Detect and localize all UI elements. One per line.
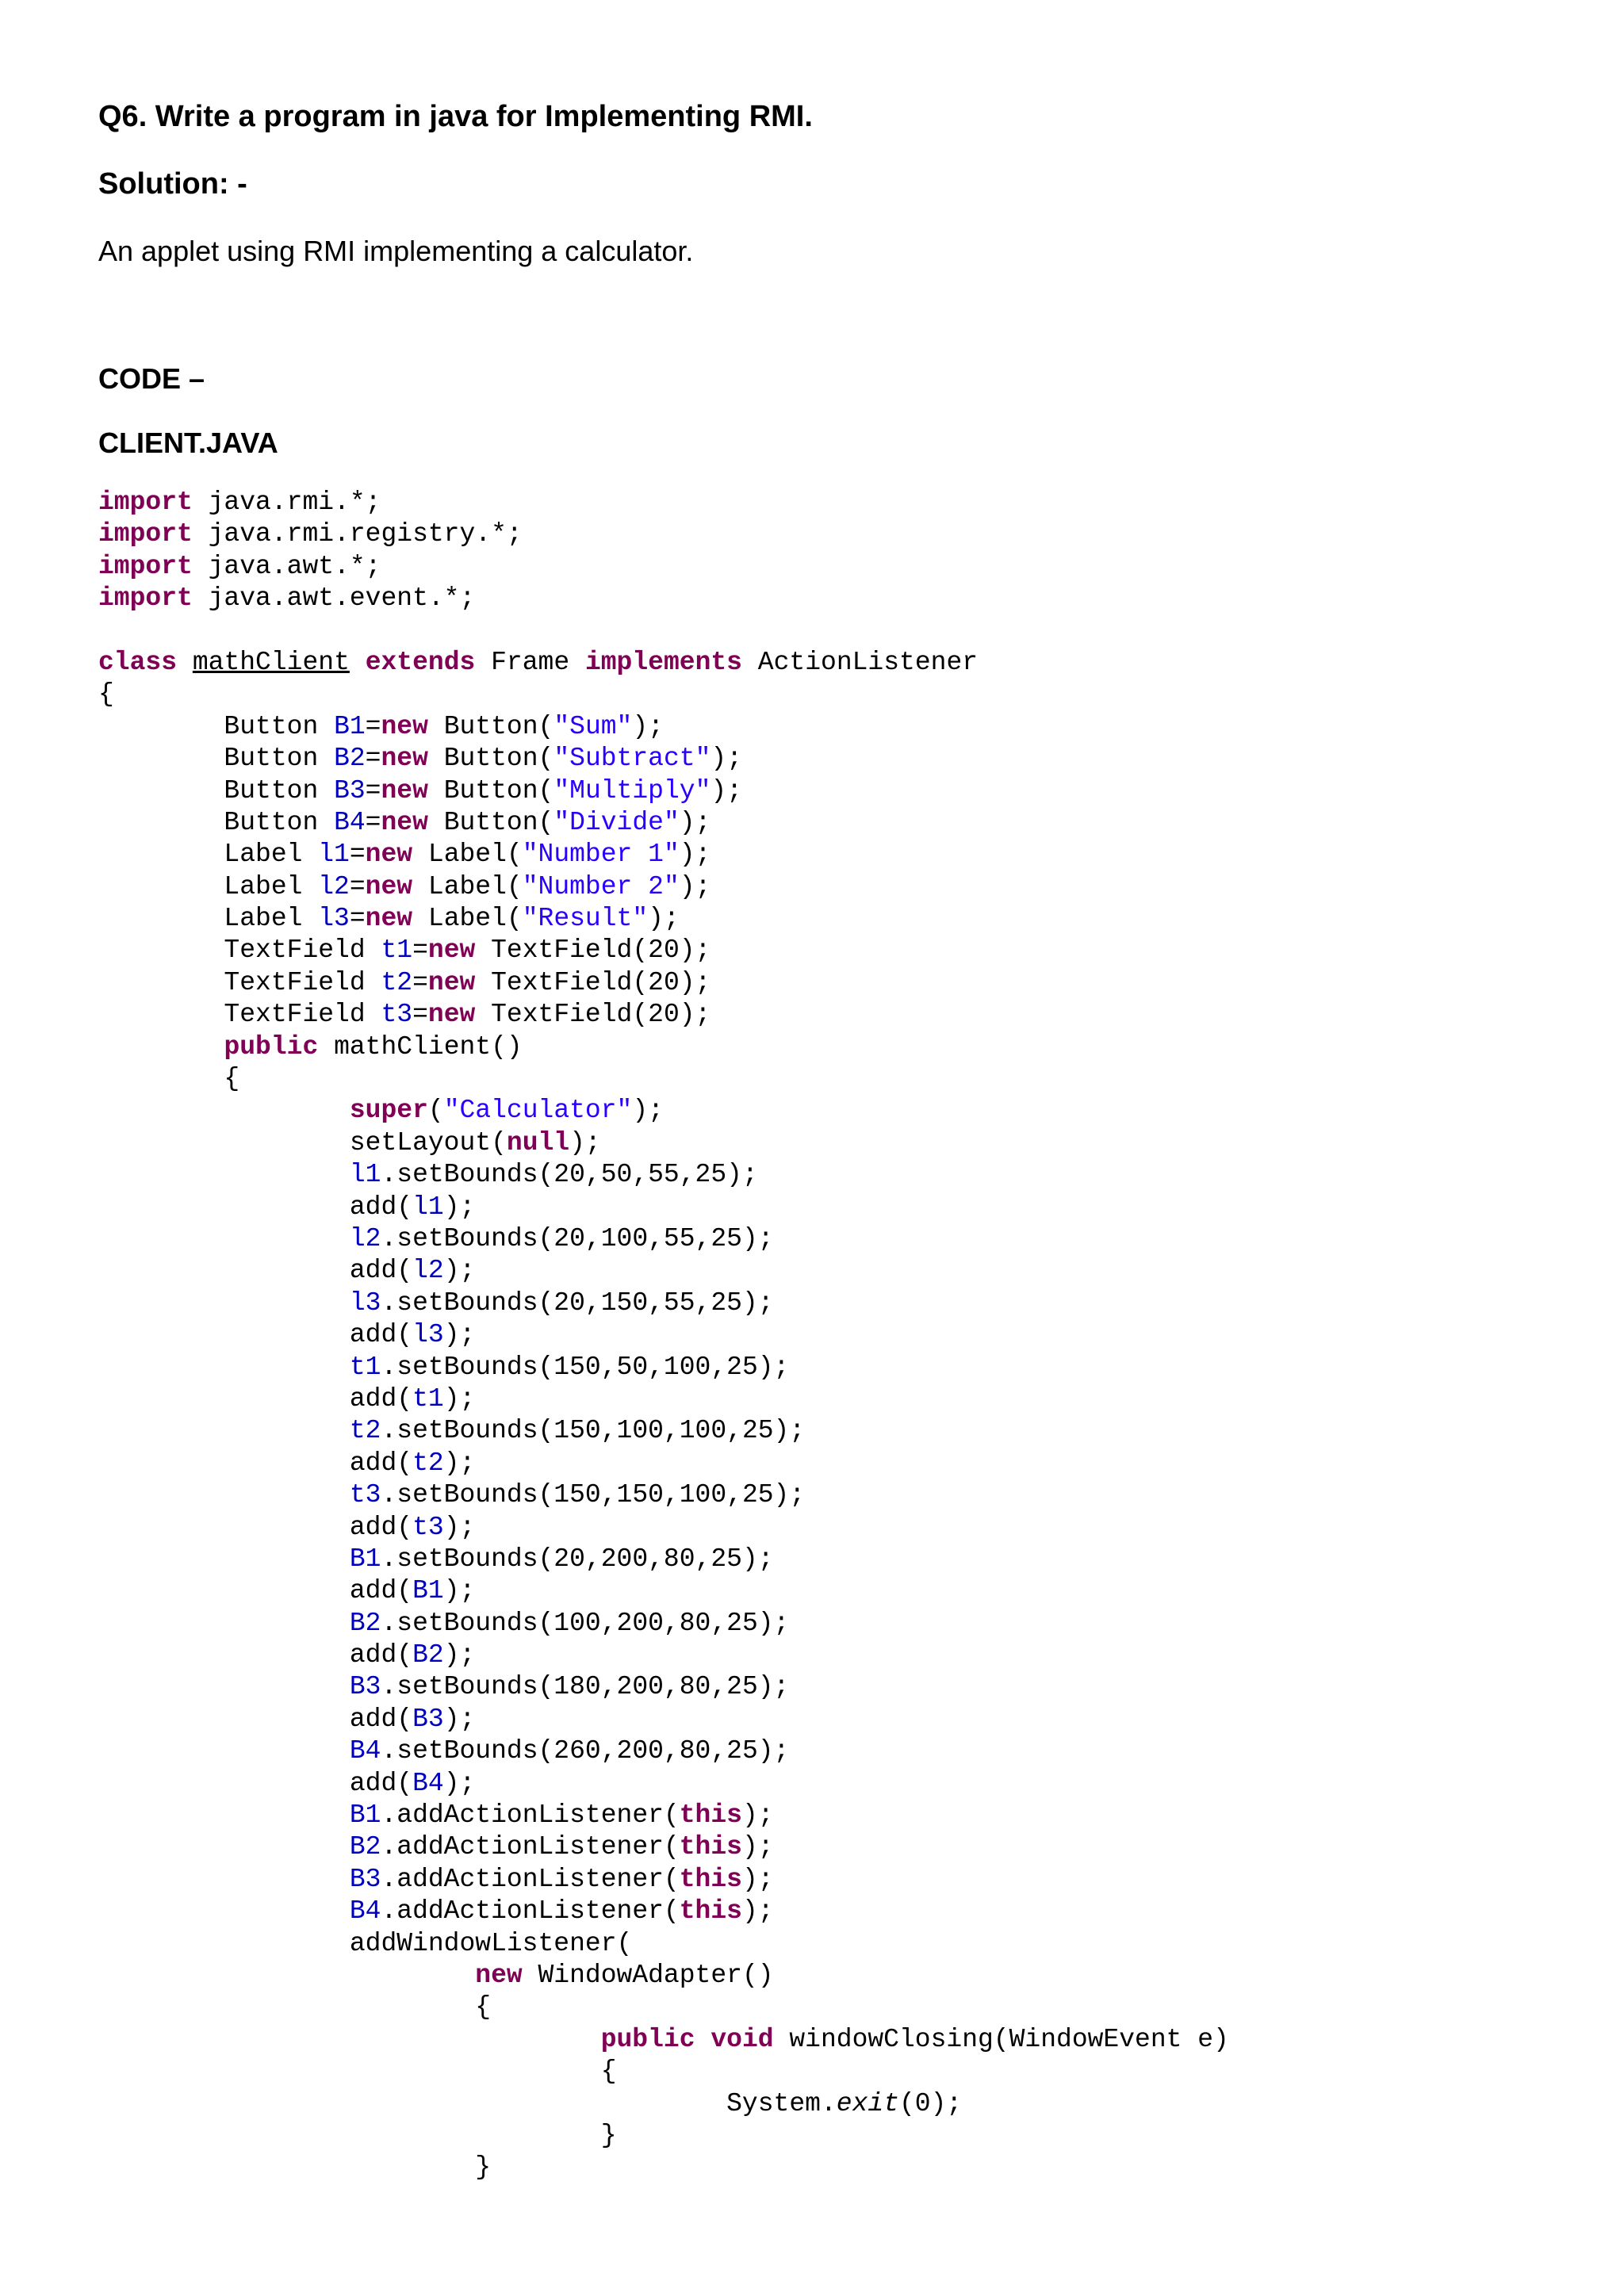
code-line [98,1479,1229,1511]
code-token: Label [98,904,319,934]
code-line [98,1864,1229,1896]
code-token: .setBounds(150,100,100,25); [381,1416,806,1446]
code-token: ); [741,1800,774,1831]
code-token: ); [741,1896,774,1927]
code-line [98,615,1229,647]
code-token [98,1416,350,1445]
code-token: ); [443,1704,476,1734]
code-token: Label [98,840,319,870]
code-line [98,1031,1229,1063]
code-token: Button [98,807,335,837]
code-token: import [98,488,193,517]
code-token: "Number 2" [522,871,680,901]
code-token: "Result" [522,904,649,934]
code-token [98,1800,350,1830]
code-token: add( [98,1512,413,1542]
code-line [98,1159,1229,1191]
code-token: = [412,967,428,997]
code-token: new [365,840,413,870]
code-line [98,2088,1229,2120]
code-line [98,967,1229,999]
code-token [98,1961,475,1990]
code-token: add( [98,1192,413,1222]
code-token: = [412,936,428,966]
code-line [98,647,1229,679]
code-line [98,2024,1229,2056]
code-token: add( [98,1448,413,1478]
code-token: ); [443,1192,476,1222]
code-line [98,1448,1229,1479]
code-token: System. [98,2088,837,2118]
code-line [98,903,1229,935]
code-token: super [349,1096,428,1126]
code-token: add( [98,1640,413,1670]
code-token: Button( [427,807,554,837]
code-token: } [98,2120,617,2150]
code-token: implements [584,647,742,677]
code-token: { [98,679,114,710]
code-token: .setBounds(260,200,80,25); [381,1736,790,1766]
code-token: .setBounds(20,150,55,25); [381,1288,774,1318]
code-line [98,1352,1229,1383]
code-token: l3 [349,1288,381,1318]
code-token: Frame [475,647,585,677]
code-token [177,648,193,677]
code-token: ); [710,744,742,774]
code-line [98,1608,1229,1640]
code-token: WindowAdapter() [522,1960,774,1990]
code-line [98,1383,1229,1415]
code-token: t3 [349,1480,381,1510]
code-token: new [427,1000,476,1030]
code-token: B2 [334,744,366,774]
code-token: l3 [318,904,350,934]
code-token: new [381,711,428,741]
code-token: addWindowListener( [98,1928,633,1958]
code-line [98,1768,1229,1800]
code-token: Button [98,711,335,741]
description-text: An applet using RMI implementing a calculator. [98,235,694,267]
code-token: import [98,584,193,614]
code-token: .setBounds(150,150,100,25); [381,1480,806,1510]
code-token: java.rmi.*; [192,488,381,517]
code-line [98,1127,1229,1159]
code-token [98,1609,350,1638]
code-token: t1 [349,1352,381,1382]
code-token: extends [365,647,476,677]
code-token: ); [443,1640,476,1670]
code-token: this [679,1800,742,1831]
code-token: add( [98,1256,413,1286]
code-token: } [98,2152,492,2183]
code-line [98,1735,1229,1767]
code-token: public [224,1031,319,1062]
code-token: .setBounds(150,50,100,25); [381,1352,790,1382]
code-token: mathClient() [318,1031,523,1062]
code-token: (0); [898,2088,963,2118]
code-token: B4 [412,1768,444,1798]
code-token: Button [98,775,335,806]
code-token [98,2025,601,2054]
code-line [98,1192,1229,1223]
code-token: B1 [349,1544,381,1574]
code-line [98,1319,1229,1351]
code-line [98,679,1229,710]
code-token: TextField [98,967,381,997]
code-token [98,1224,350,1253]
code-token [98,1672,350,1701]
code-token [98,1832,350,1862]
code-token [98,1160,350,1189]
code-token [695,2025,711,2054]
code-token: ); [443,1576,476,1606]
code-line [98,935,1229,966]
code-token: ( [427,1096,444,1126]
code-token: = [365,807,381,837]
code-token: ActionListener [742,647,979,677]
code-token: import [98,519,193,549]
code-token: .addActionListener( [381,1896,680,1927]
code-token: B3 [349,1864,381,1894]
code-token: import [98,551,193,581]
code-token: B4 [349,1736,381,1766]
code-token: windowClosing(WindowEvent e) [773,2024,1229,2054]
code-token: TextField [98,936,381,966]
code-token: null [506,1127,570,1158]
code-token: "Subtract" [553,744,711,774]
code-token: t1 [381,936,413,966]
code-token: new [381,744,428,774]
code-token: t1 [412,1383,444,1414]
code-token [98,1544,350,1574]
code-line [98,871,1229,903]
code-block [98,487,1229,2184]
code-token [98,1865,350,1894]
code-token: t2 [349,1416,381,1446]
code-token: Label( [412,871,523,901]
code-token: ); [443,1256,476,1286]
code-token: ); [443,1383,476,1414]
code-line [98,1800,1229,1831]
code-token [98,1288,350,1318]
code-token: java.awt.*; [192,551,381,581]
code-token: = [365,744,381,774]
code-token: new [427,967,476,997]
code-line [98,999,1229,1031]
code-token: TextField [98,1000,381,1030]
code-token [98,1480,350,1510]
code-line [98,1831,1229,1863]
code-token: l1 [318,840,350,870]
code-token: setLayout( [98,1127,507,1158]
code-token: .addActionListener( [381,1864,680,1894]
code-token: ); [679,807,711,837]
code-line [98,1415,1229,1447]
code-line [98,519,1229,550]
code-token: .setBounds(100,200,80,25); [381,1608,790,1638]
code-token: { [98,2057,617,2087]
code-token: add( [98,1383,413,1414]
code-token: l3 [412,1320,444,1350]
code-token [98,1032,224,1062]
code-token: ); [443,1512,476,1542]
code-token: Button( [427,744,554,774]
code-token: Label( [412,840,523,870]
code-token: = [365,775,381,806]
code-line [98,2056,1229,2087]
solution-label: Solution: - [98,167,247,201]
code-token: void [710,2024,774,2054]
code-token: ); [569,1127,601,1158]
code-line [98,2120,1229,2152]
code-line [98,1640,1229,1671]
code-token: Button( [427,711,554,741]
code-token: TextField(20); [475,936,711,966]
code-token: Button( [427,775,554,806]
code-token: add( [98,1576,413,1606]
code-token: B2 [412,1640,444,1670]
code-token: l2 [349,1223,381,1253]
code-token: = [349,871,366,901]
code-token: new [365,871,413,901]
file-heading: CLIENT.JAVA [98,427,278,459]
code-token: java.rmi.registry.*; [192,519,523,549]
code-line [98,1671,1229,1703]
code-token: B1 [412,1576,444,1606]
code-token: "Divide" [553,807,680,837]
code-token: ); [632,1096,664,1126]
code-token: this [679,1832,742,1862]
code-line [98,583,1229,614]
code-token: "Sum" [553,711,633,741]
code-token: B1 [334,711,366,741]
code-token: { [98,1992,492,2022]
code-token: = [349,904,366,934]
code-token: TextField(20); [475,1000,711,1030]
code-token: l2 [412,1256,444,1286]
code-line [98,1095,1229,1127]
code-line [98,1255,1229,1287]
question-title: Q6. Write a program in java for Implementing RMI. [98,100,813,133]
code-line [98,839,1229,871]
code-token: l1 [412,1192,444,1222]
code-token: B3 [334,775,366,806]
code-token [98,1353,350,1382]
code-token: = [412,1000,428,1030]
code-token: new [427,936,476,966]
code-token: ); [632,711,664,741]
code-token: Label [98,871,319,901]
code-token: java.awt.event.*; [192,584,476,614]
code-token: ); [741,1832,774,1862]
code-line [98,775,1229,807]
code-token: = [349,840,366,870]
code-token: .addActionListener( [381,1800,680,1831]
code-token: this [679,1864,742,1894]
code-token: l2 [318,871,350,901]
code-token: TextField(20); [475,967,711,997]
code-token: ); [741,1864,774,1894]
code-line [98,1992,1229,2023]
code-line [98,1544,1229,1575]
code-token: exit [836,2088,899,2118]
code-token: add( [98,1768,413,1798]
code-heading: CODE – [98,362,205,395]
code-line [98,1512,1229,1544]
code-line [98,487,1229,519]
code-token: .setBounds(20,200,80,25); [381,1544,774,1574]
code-token: public [600,2024,695,2054]
code-line [98,1704,1229,1735]
code-token: new [365,904,413,934]
code-token: ); [679,871,711,901]
code-token: B4 [334,807,366,837]
code-token: this [679,1896,742,1927]
code-token: new [381,775,428,806]
code-token: .setBounds(180,200,80,25); [381,1672,790,1702]
code-line [98,551,1229,583]
code-line [98,2152,1229,2183]
code-token: { [98,1064,240,1094]
code-line [98,1288,1229,1319]
code-token: .addActionListener( [381,1832,680,1862]
code-token: class [98,647,178,677]
code-token: t3 [381,1000,413,1030]
code-line [98,711,1229,743]
code-line [98,1928,1229,1960]
code-token: .setBounds(20,100,55,25); [381,1223,774,1253]
code-token: ); [443,1768,476,1798]
code-token [98,1896,350,1926]
code-token [350,648,366,677]
code-token: B3 [349,1672,381,1702]
code-token: add( [98,1704,413,1734]
code-token: ); [710,775,742,806]
code-token: mathClient [192,647,350,677]
code-token: B2 [349,1608,381,1638]
code-line [98,743,1229,775]
code-line [98,807,1229,839]
code-token: B3 [412,1704,444,1734]
code-line [98,1960,1229,1992]
code-token: ); [443,1320,476,1350]
code-token: Button [98,744,335,774]
code-token [98,1736,350,1766]
code-token: B2 [349,1832,381,1862]
code-token [98,1096,350,1125]
code-token: .setBounds(20,50,55,25); [381,1160,758,1190]
code-token: "Calculator" [443,1096,633,1126]
code-token: = [365,711,381,741]
code-token: t2 [381,967,413,997]
code-line [98,1575,1229,1607]
code-token: l1 [349,1160,381,1190]
code-token: ); [679,840,711,870]
code-token: new [475,1960,523,1990]
code-line [98,1063,1229,1095]
code-line [98,1223,1229,1255]
code-token: "Number 1" [522,840,680,870]
code-token: ); [443,1448,476,1478]
code-token: B4 [349,1896,381,1927]
code-token: ); [648,904,680,934]
code-token: add( [98,1320,413,1350]
code-token: t2 [412,1448,444,1478]
code-token: B1 [349,1800,381,1831]
code-token: "Multiply" [553,775,711,806]
code-token: new [381,807,428,837]
code-token: t3 [412,1512,444,1542]
code-line [98,1896,1229,1927]
code-token: Label( [412,904,523,934]
